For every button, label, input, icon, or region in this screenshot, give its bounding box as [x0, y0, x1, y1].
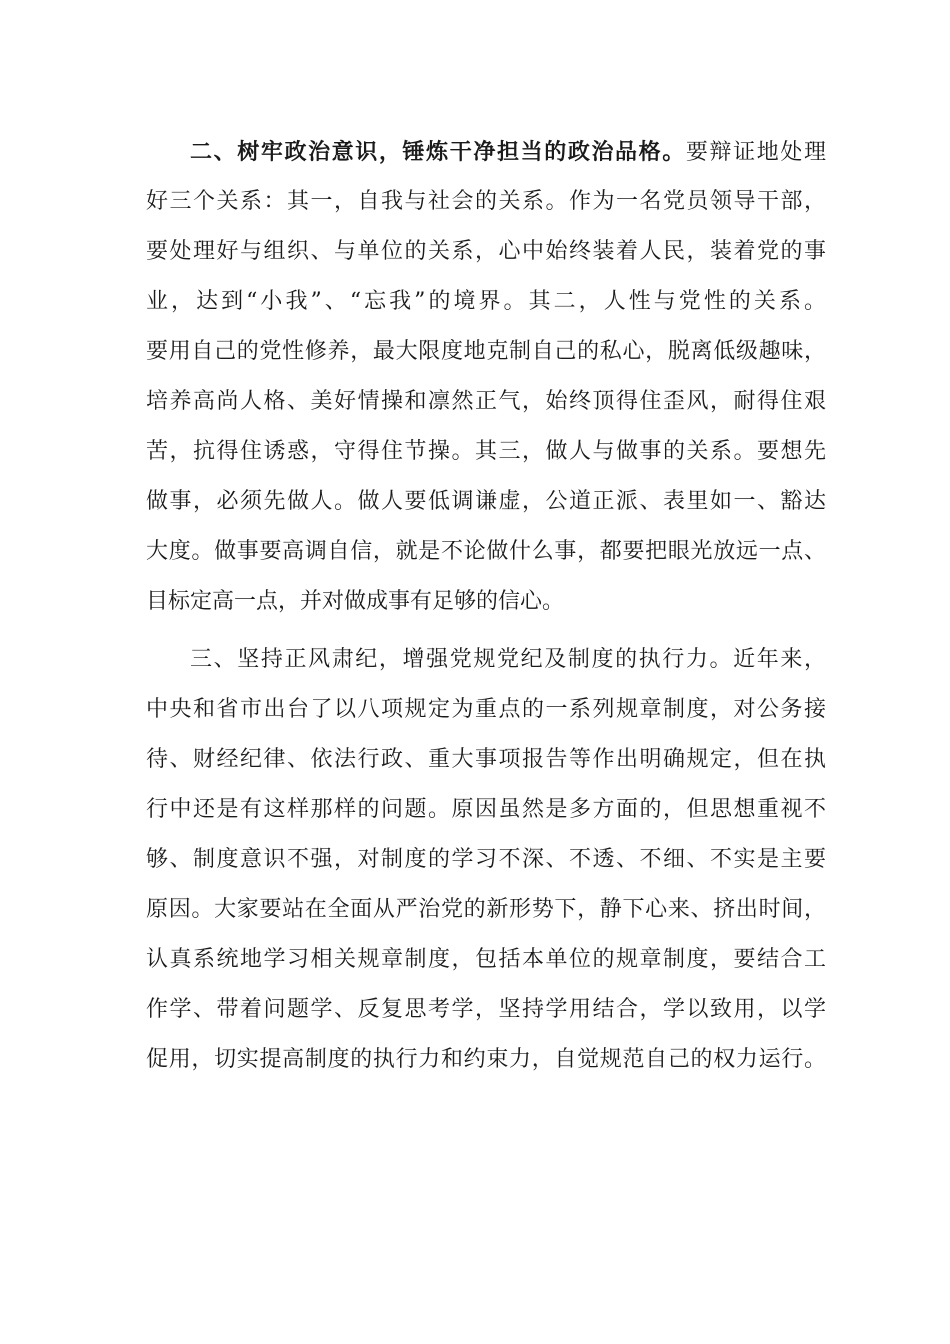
paragraph-3-line-1: 三、坚持正风肃纪，增强党规党纪及制度的执行力。近年来， [190, 647, 826, 672]
paragraph-3-line-7: 认真系统地学习相关规章制度，包括本单位的规章制度，要结合工 [146, 947, 826, 972]
paragraph-2-line-4: 业，达到“小我”、“忘我”的境界。其二，人性与党性的关系。 [146, 289, 826, 314]
paragraph-2-line-9: 大度。做事要高调自信，就是不论做什么事，都要把眼光放远一点、 [146, 539, 826, 564]
paragraph-2-line-1 [190, 132, 826, 172]
paragraph-2-heading: 二、树牢政治意识，锤炼干净担当的政治品格。 [190, 139, 686, 165]
paragraph-2-line-5: 要用自己的党性修养，最大限度地克制自己的私心，脱离低级趣味， [146, 339, 826, 364]
paragraph-2-line-7: 苦，抗得住诱惑，守得住节操。其三，做人与做事的关系。要想先 [146, 439, 826, 464]
paragraph-2-line-3: 要处理好与组织、与单位的关系，心中始终装着人民，装着党的事 [146, 239, 826, 264]
paragraph-3-line-3: 待、财经纪律、依法行政、重大事项报告等作出明确规定，但在执 [146, 747, 826, 772]
paragraph-2-line-10: 目标定高一点，并对做成事有足够的信心。 [146, 589, 565, 614]
paragraph-3-line-6: 原因。大家要站在全面从严治党的新形势下，静下心来、挤出时间， [146, 897, 826, 922]
paragraph-2-line-1-text: 要辩证地处理 [685, 140, 826, 165]
paragraph-3-line-2: 中央和省市出台了以八项规定为重点的一系列规章制度，对公务接 [146, 697, 826, 722]
paragraph-2-line-2: 好三个关系：其一，自我与社会的关系。作为一名党员领导干部， [146, 189, 826, 214]
paragraph-3-line-9: 促用，切实提高制度的执行力和约束力，自觉规范自己的权力运行。 [146, 1047, 826, 1072]
paragraph-3-line-4: 行中还是有这样那样的问题。原因虽然是多方面的，但思想重视不 [146, 797, 826, 822]
paragraph-2-line-8: 做事，必须先做人。做人要低调谦虚，公道正派、表里如一、豁达 [146, 489, 826, 514]
paragraph-3-line-5: 够、制度意识不强，对制度的学习不深、不透、不细、不实是主要 [146, 847, 826, 872]
paragraph-3-line-8: 作学、带着问题学、反复思考学，坚持学用结合，学以致用，以学 [146, 997, 826, 1022]
paragraph-2-line-6: 培养高尚人格、美好情操和凛然正气，始终顶得住歪风，耐得住艰 [146, 389, 826, 414]
